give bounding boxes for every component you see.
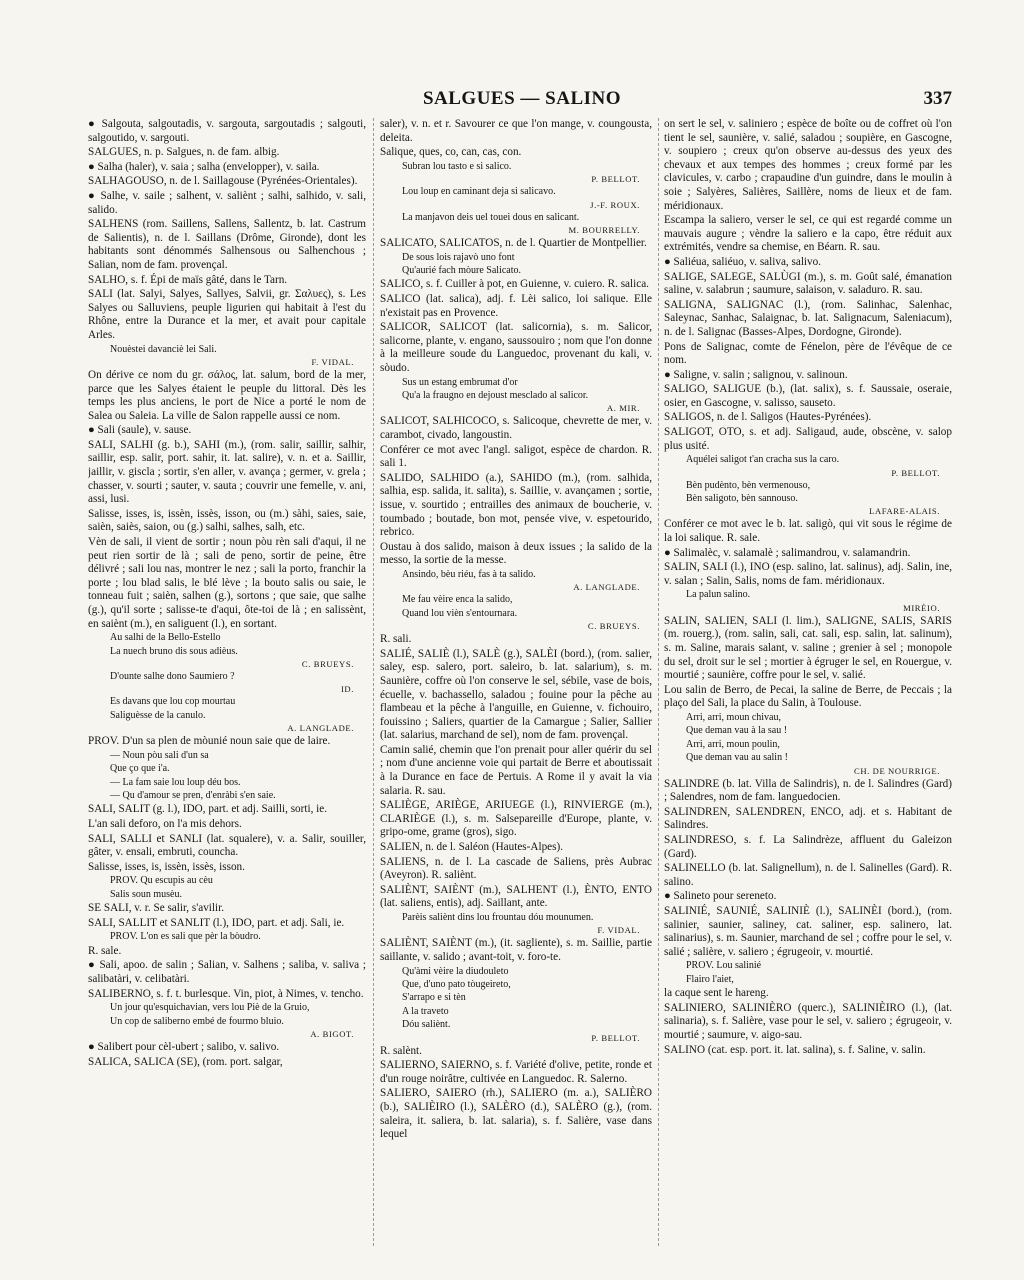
dictionary-entry: SALIÈGE, ARIÈGE, ARIUEGE (l.), RINVIERGE (m.), CLARIÈGE (l.), s. m. Salsepareille d'Europe, plante, v. gripo-ome, grame (gros), sigo. (380, 799, 652, 839)
dictionary-entry: Oustau à dos salido, maison à deux issues ; la salido de la messo, la sortie de la messe. (380, 540, 652, 567)
dictionary-entry: SALINIERO, SALINIÈRO (querc.), SALINIÈIRO (l.), (lat. salinaria), s. f. Salière, vase pour le sel, v. saliero ; égrugeoir, v. mourtié ; saumure, v. aigo-sau. (664, 1001, 952, 1041)
dictionary-entry: SALICATO, SALICATOS, n. de l. Quartier de Montpellier. (380, 237, 647, 249)
dictionary-entry: On dérive ce nom du gr. σάλος, lat. salum, bord de la mer, parce que les Salyes étaient le peuple du littoral. Dès les temps les plus anciens, le port de Nice a porté le nom de Salea ou Saleia. La ville de Salon rappelle aussi ce nom. (88, 368, 366, 422)
dictionary-entry: SALINO (cat. esp. port. it. lat. salina), s. f. Saline, v. salin. (664, 1043, 926, 1056)
quotation-line: Qu'aurié fach mòure Salicato. (402, 265, 521, 276)
quotation-line: PROV. Lou salinié (686, 960, 762, 972)
dictionary-entry: Lou salin de Berro, de Pecai, la saline de Berre, de Peccais ; la plaço del Sali, la place du Salin, à Toulouse. (664, 683, 952, 710)
quotation-line: Que deman vau à la sau ! (686, 725, 788, 737)
quotation-line: PROV. L'on es sali que pèr la bòudro. (110, 931, 261, 943)
quotation-line: Arri, arri, moun chivau, (686, 712, 781, 723)
quotation-line: D'ounte salhe dono Saumiero ? (110, 671, 235, 682)
quotation-line: La palun salino. (686, 589, 751, 601)
dictionary-entry: SALIGNA, SALIGNAC (l.), (rom. Salinhac, Salenhac, Saleynac, Sanhac, Salaignac, b. lat. Salignacum, Saleniacum), n. de l. Salignac (Basses-Alpes, Dordogne, Gironde). (664, 298, 952, 338)
column-middle (380, 118, 652, 1246)
dictionary-entry: SALINDREN, SALENDREN, ENCO, adj. et s. Habitant de Salindres. (664, 805, 952, 832)
quotation-author: P. BELLOT. (891, 467, 940, 478)
dictionary-entry: la caque sent le hareng. (664, 987, 769, 1000)
dictionary-entry: R. salènt. (380, 1044, 422, 1057)
dictionary-entry: SALIBERNO, s. f. t. burlesque. Vin, piot, à Nimes, v. tencho. (88, 987, 364, 1000)
dictionary-entry: Salisse, isses, is, issèn, issès, isson. (88, 860, 245, 873)
dictionary-entry: SALIÉ, SALIÈ (l.), SALÈ (g.), SALÈI (bord.), (rom. salier, saley, esp. salero, port. saleiro, b. lat. salarium), s. m. Saunière, coffre où l'on conserve le sel, sébile, vase de bois, écuelle, v. bachassello, saladou ; fouine pour la pêche au flambeau et la pêche à l'anguille, en Guienne, v. fichouiro, fouissino ; Saliers, quartier de la Camargue ; Salier, Sallier (lat. salarius, marchand de sel), nom de fam. provençal. (380, 647, 652, 742)
quotation-line: Que deman vau au salin ! (686, 752, 788, 764)
dictionary-entry: SALIN, SALIEN, SALI (l. lim.), SALIGNE, SALIS, SARIS (m. rouerg.), (rom. salin, sali, cat. sali, esp. salin, lat. salinum), s. m. Saline, marais salant, v. saline ; grenier à sel ; monopole du sel, droit sur le sel ; mortier à égruger le sel, en Rouergue, v. mourtié ; saunière, coffre pour le sel, v. salié. (664, 614, 952, 682)
dictionary-entry: SALIGO, SALIGUE (b.), (lat. salix), s. f. Saussaie, oseraie, osier, en Gascogne, v. salisso, sauseto. (664, 383, 952, 409)
dictionary-entry: R. sali. (380, 633, 412, 646)
dictionary-entry: R. sale. (88, 944, 122, 957)
quotation-line: Lou loup en caminant deja si salicavo. (402, 186, 556, 198)
dictionary-entry: SALIDO, SALHIDO (a.), SAHIDO (m.), (rom. salhida, salhia, esp. salida, it. salita), s. Saillie, v. avançamen ; sortie, issue, v. sourtido ; entrailles des animaux de boucherie, v. toumbado ; boutade, bon mot, pensée vive, v. espetourido, rebrico. (380, 471, 652, 539)
quotation-author: P. BELLOT. (591, 174, 640, 185)
dictionary-entry: SALIÈNT, SAIÈNT (m.), (it. sagliente), s. m. Saillie, partie saillante, v. salido ; avant-toit, v. foro-te. (380, 937, 652, 963)
dictionary-entry: SALICA, SALICA (SE), (rom. port. salgar, (88, 1055, 283, 1068)
dictionary-entry: ● Salimalèc, v. salamalè ; salimandrou, v. salamandrin. (664, 546, 911, 559)
dictionary-entry: SALIERO, SAIERO (rh.), SALIERO (m. a.), SALIÈRO (b.), SALIÈIRO (l.), SALÈRO (d.), SALÈRO (g.), (rom. saleira, it. saliera, b. lat. salaria), s. f. Salière, vase dans lequel (380, 1087, 652, 1141)
quotation-line: A la traveto (402, 1005, 449, 1017)
quotation-line: S'arrapo e si tèn (402, 992, 466, 1004)
column-divider (658, 118, 659, 1246)
dictionary-entry: SALHO, s. f. Épi de maïs gâté, dans le Tarn. (88, 273, 288, 286)
quotation-author: C. BRUEYS. (587, 621, 640, 632)
dictionary-entry: Salisse, isses, is, issèn, issès, isson, ou (m.) sàhi, saies, saie, saièn, saiès, saion, ou (g.) salhi, salhes, salh, etc. (88, 507, 366, 534)
dictionary-entry: ● Sali, apoo. de salin ; Salian, v. Salhens ; saliba, v. saliva ; salibatàri, v. celibatàri. (88, 959, 366, 985)
dictionary-entry: Conférer ce mot avec le b. lat. saligò, qui vit sous le régime de la loi salique. R. sale. (664, 518, 952, 545)
quotation-line: PROV. Qu escupis au cèu (110, 875, 213, 887)
dictionary-entry: Escampa la saliero, verser le sel, ce qui est regardé comme un mauvais augure ; vèndre la saliero e la capo, être réduit aux extrémités, vendre sa chemise, en Béarn. R. sau. (664, 214, 952, 254)
dictionary-entry: SALIGOT, OTO, s. et adj. Saligaud, aude, obscène, v. salop plus usité. (664, 426, 952, 452)
quotation-line: Flairo l'aiet, (686, 973, 734, 985)
dictionary-entry: SALHENS (rom. Saillens, Sallens, Sallentz, b. lat. Castrum de Salientis), n. de l. Saillans (Drôme, Gironde), dont les habitants sont dénommés Salhensous ou Salhenchous ; Salian, nom de fam. provençal. (88, 218, 366, 271)
quotation-line: Quand lou vièn s'entournara. (402, 607, 518, 619)
quotation-author: P. BELLOT. (591, 1032, 640, 1043)
dictionary-entry: SALINDRE (b. lat. Villa de Salindris), n. de l. Salindres (Gard) ; Salendres, nom de fam. languedocien. (664, 777, 952, 804)
dictionary-entry: ● Salgouta, salgoutadis, v. sargouta, sargoutadis ; salgouti, salgoutido, v. sargouti. (88, 118, 366, 144)
quotation-line: Parèis saliènt dins lou frountau dóu mounumen. (402, 912, 594, 923)
dictionary-entry: on sert le sel, v. saliniero ; espèce de boîte ou de coffret où l'on tient le sel, saunière, v. salié, saladou ; soupière, en Gascogne, v. soupiero ; creux qu'on observe au-dessus des yeux des chevaux et aux tempes des hommes ; creux formé par les clavicules, v. carbo ; crapaudine d'un guindre, dans le moulin à soie ; Salyères, Salières, Saillère, noms de lieux et de fam. méridionaux. (664, 118, 952, 212)
dictionary-entry: SALIÈNT, SAIÈNT (m.), SALHENT (l.), ÈNTO, ENTO (lat. saliens, entis), adj. Saillant, ante. (380, 883, 652, 910)
quotation-author: ID. (340, 684, 354, 695)
dictionary-entry: ● Salineto pour sereneto. (664, 890, 777, 903)
quotation-line: Qu'a la fraugno en dejoust mesclado al salicor. (402, 389, 589, 401)
quotation-author: A. LANGLADE. (287, 723, 354, 734)
quotation-line: Au salhi de la Bello-Estello (110, 632, 221, 644)
dictionary-entry: L'an sali deforo, on l'a mis dehors. (88, 818, 242, 831)
dictionary-entry: SALICOR, SALICOT (lat. salicornia), s. m. Salicor, salicorne, plante, v. engano, saussouiro ; nom que l'on donne à la meilleure soude du Languedoc, provenant du kali, v. sòudo. (380, 321, 652, 374)
page-header (92, 88, 952, 118)
column-divider (373, 118, 374, 1246)
quotation-line: La manjavon deis uel touei dous en salicant. (402, 211, 580, 223)
quotation-author: F. VIDAL. (311, 356, 354, 367)
dictionary-entry: SALIN, SALI (l.), INO (esp. salino, lat. salinus), adj. Salin, ine, v. salan ; Salin, Salis, noms de fam. méridionaux. (664, 561, 952, 587)
dictionary-entry: SE SALI, v. r. Se salir, s'avilir. (88, 902, 225, 915)
running-head: SALGUES — SALINO (422, 88, 622, 109)
dictionary-entry: SALINIÉ, SAUNIÉ, SALINIÈ (l.), SALINÈI (bord.), (rom. salinier, saunier, saliney, cat. saliner, esp. salinero, lat. salinarius), s. m. Saunier, marchand de sel ; coffre pour le sel, v. salié ; salière, v. saliero ; égrugeoir, v. mourtié. (664, 904, 952, 958)
dictionary-entry: ● Saligne, v. salin ; salignou, v. salinoun. (664, 368, 848, 381)
quotation-author: A. MIR. (606, 403, 640, 414)
quotation-line: Que, d'uno pato tòugeireto, (402, 979, 511, 990)
quotation-line: Que ço que i'a. (110, 763, 170, 775)
dictionary-entry: Camin salié, chemin que l'on prenait pour aller quérir du sel ; nom d'une ancienne voie qui partait de Berre et aboutissait à la Durance en face de Pertuis. A Rome il y avait la via salaria. R. sau. (380, 743, 652, 797)
dictionary-entry: ● Salibert pour cèl-ubert ; salibo, v. salivo. (88, 1041, 280, 1053)
quotation-line: Un jour qu'esquichavian, vers lou Piè de la Gruio, (110, 1002, 310, 1014)
quotation-line: Subran lou tasto e si salico. (402, 160, 512, 172)
dictionary-entry: ● Salhe, v. saile ; salhent, v. saliènt ; salhi, salhido, v. sali, salido. (88, 189, 366, 216)
quotation-line: Salis soun musèu. (110, 888, 182, 900)
page-number: 337 (923, 88, 952, 109)
dictionary-entry: SALI (lat. Salyi, Salyes, Sallyes, Salvii, gr. Σαλυες), s. Les Salyes ou Salluviens, peuple ligurien qui habitait à l'est du Rhône, entre la Durance et la mer, et avait pour capitale Arles. (88, 288, 366, 341)
dictionary-entry: SALIENS, n. de l. La cascade de Saliens, près Aubrac (Aveyron). R. saliènt. (380, 855, 652, 882)
quotation-line: — Noun pòu sali d'un sa (110, 749, 209, 761)
quotation-author: CH. DE NOURRIGE. (854, 765, 940, 776)
quotation-line: Saliguèsse de la canulo. (110, 709, 206, 721)
dictionary-entry: ● Sali (saule), v. sause. (88, 424, 192, 437)
quotation-author: C. BRUEYS. (301, 659, 354, 669)
quotation-author: A. BIGOT. (310, 1029, 354, 1039)
dictionary-entry: SALINDRESO, s. f. La Salindrèze, affluent du Galeizon (Gard). (664, 834, 952, 860)
dictionary-entry: Salique, ques, co, can, cas, con. (380, 146, 522, 159)
dictionary-entry: SALICO, s. f. Cuiller à pot, en Guienne, v. cuiero. R. salica. (380, 278, 649, 291)
dictionary-entry: SALI, SALIT (g. l.), IDO, part. et adj. Sailli, sorti, ie. (88, 803, 328, 816)
quotation-author: LAFARE-ALAIS. (869, 506, 940, 517)
dictionary-entry: Conférer ce mot avec l'angl. saligot, espèce de chardon. R. sali 1. (380, 443, 652, 470)
dictionary-entry: SALICOT, SALHICOCO, s. Salicoque, chevrette de mer, v. carambot, civado, langoustin. (380, 415, 652, 441)
quotation-line: Qu'àmi vèire la diudouleto (402, 965, 509, 977)
dictionary-entry: ● Saliéua, saliéuo, v. saliva, salivo. (664, 255, 822, 268)
column-left (88, 118, 366, 1246)
quotation-line: Sus un estang embrumat d'or (402, 376, 518, 388)
dictionary-entry: Pons de Salignac, comte de Fénelon, père de l'évêque de ce nom. (664, 340, 952, 367)
dictionary-entry: SALGUES, n. p. Salgues, n. de fam. albig. (88, 146, 280, 159)
quotation-line: De sous lois rajavò uno font (402, 251, 515, 263)
quotation-author: J.-F. ROUX. (590, 199, 640, 210)
dictionary-entry: SALHAGOUSO, n. de l. Saillagouse (Pyrénées-Orientales). (88, 175, 358, 188)
dictionary-entry: SALI, SALLIT et SANLIT (l.), IDO, part. et adj. Sali, ie. (88, 916, 345, 929)
quotation-author: MIRÈIO. (903, 602, 940, 613)
quotation-line: Ansindo, bèu riéu, fas à ta salido. (402, 568, 536, 580)
dictionary-entry: SALI, SALLI et SANLI (lat. squalere), v. a. Salir, souiller, gâter, v. ensali, embruti, councha. (88, 832, 366, 859)
quotation-line: Un cop de saliberno embé de fourmo bluio. (110, 1015, 284, 1027)
dictionary-entry: SALICO (lat. salica), adj. f. Lèi salico, loi salique. Elle n'existait pas en Provence. (380, 293, 652, 319)
quotation-line: Arri, arri, moun poulin, (686, 738, 780, 750)
quotation-line: Dóu saliènt. (402, 1019, 451, 1031)
quotation-line: Me fau vèire enca la salido, (402, 594, 513, 606)
quotation-line: Aquélei saligot t'an cracha sus la caro. (686, 454, 840, 466)
dictionary-entry: SALIGOS, n. de l. Saligos (Hautes-Pyrénées). (664, 411, 872, 424)
quotation-author: M. BOURRELLY. (568, 225, 640, 235)
dictionary-entry: SALINELLO (b. lat. Salignellum), n. de l. Salinelles (Gard). R. salino. (664, 862, 952, 888)
dictionary-entry: saler), v. n. et r. Savourer ce que l'on mange, v. coungousta, deleita. (380, 118, 652, 144)
dictionary-entry: ● Salha (haler), v. saia ; salha (envelopper), v. saila. (88, 160, 320, 173)
quotation-author: F. VIDAL. (597, 925, 640, 936)
dictionary-entry: SALIGE, SALEGE, SALÙGI (m.), s. m. Goût salé, émanation saline, v. salabrun ; saumure, salaison, v. saladuro. R. sau. (664, 270, 952, 297)
column-right (664, 118, 952, 1246)
quotation-line: La nuech bruno dis sous adièus. (110, 645, 238, 657)
dictionary-entry: SALIEN, n. de l. Saléon (Hautes-Alpes). (380, 841, 563, 854)
quotation-author: A. LANGLADE. (573, 582, 640, 593)
quotation-line: Bèn pudènto, bèn vermenouso, (686, 479, 811, 491)
quotation-line: — La fam saie lou loup déu bos. (110, 776, 241, 788)
dictionary-entry: SALIERNO, SAIERNO, s. f. Variété d'olive, petite, ronde et d'un rouge noirâtre, cultivée en Languedoc. R. Salerno. (380, 1059, 652, 1085)
quotation-line: Bèn saligoto, bèn sannouso. (686, 493, 798, 505)
dictionary-entry: SALI, SALHI (g. b.), SAHI (m.), (rom. salir, saillir, salhir, saillir, esp. salir, port. sahir, it. lat. salire), v. n. et a. Saillir, jaillir, v. giscla ; sortir, s'en aller, v. avança ; germer, v. grela ; chasser, v. sourti ; sauter, v. sauta ; couvrir une femelle, v. ani, assi, lusi. (88, 438, 366, 506)
quotation-line: — Qu d'amour se pren, d'enràbi s'en saie. (110, 790, 276, 802)
quotation-line: Nouèstei davanciè lei Sali. (110, 343, 217, 355)
quotation-line: Es davans que lou cop mourtau (110, 696, 236, 708)
dictionary-entry: PROV. D'un sa plen de mòunié noun saie que de laire. (88, 735, 331, 748)
dictionary-entry: Vèn de sali, il vient de sortir ; noun pòu rèn sali d'aqui, il ne peut rien sortir de là ; sali de peno, sortir de peine, être délivré ; sali lou nas, montrer le nez ; sali la porto, franchir la porte ; lou blad salis, le blé lève ; la bouto salis ou saie, le tonneau fuit ; saièn, salhen (g.), sortons ; que saie, que salhe (g.), qu'il sorte ; salisse-te d'aqui, ôte-toi de là ; en salissènt, en saiènt (m.), en saliguent (l.), en sortant. (88, 536, 366, 630)
